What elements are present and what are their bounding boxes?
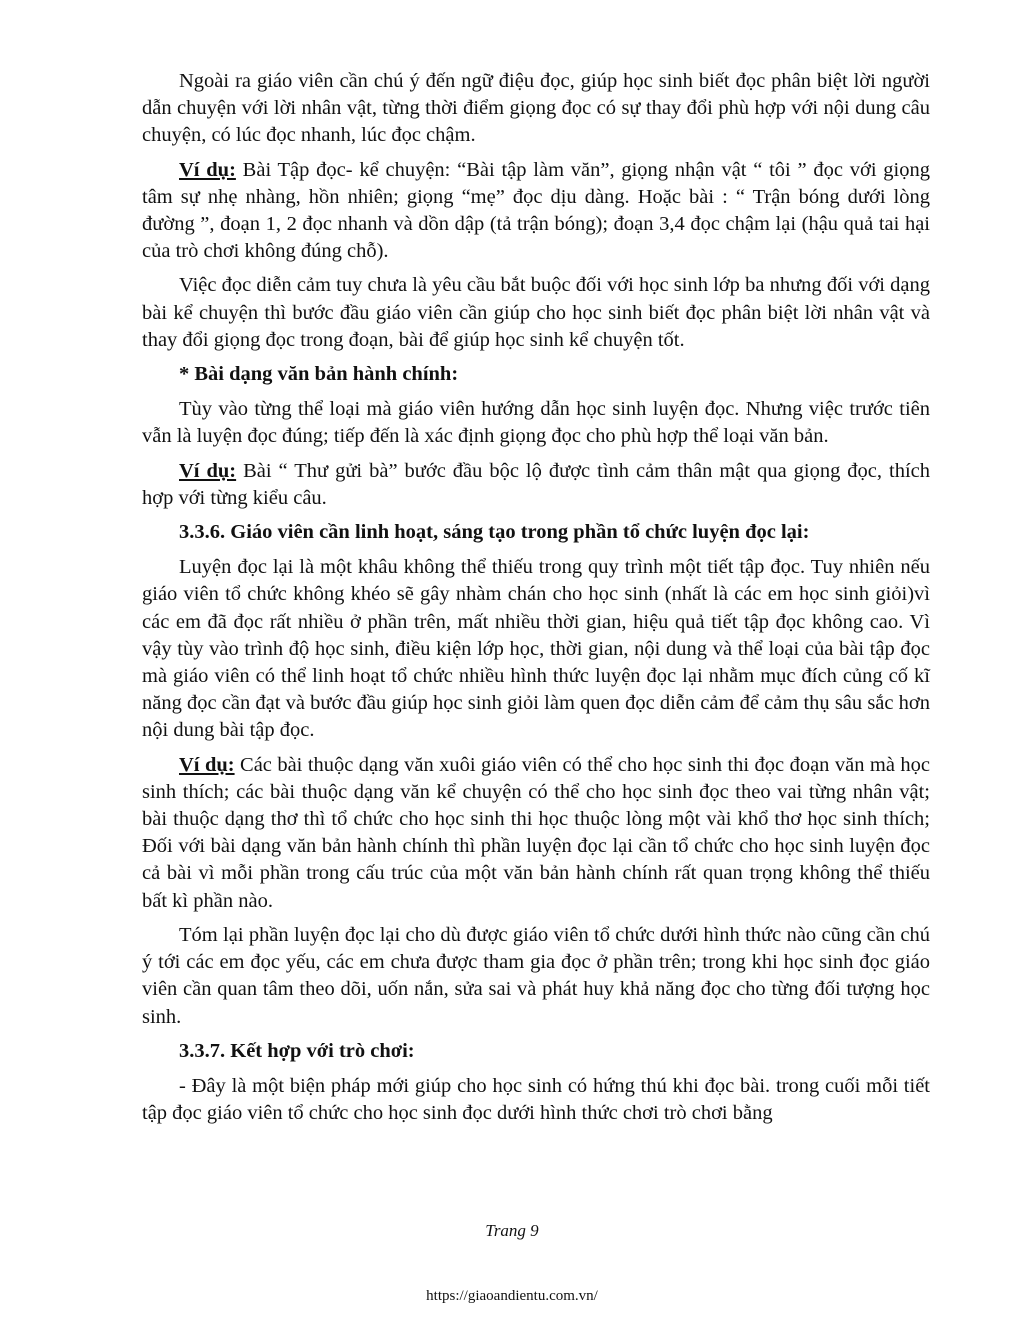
heading-section-3-3-7: 3.3.7. Kết hợp với trò chơi: — [179, 1039, 415, 1062]
paragraph-intonation: Ngoài ra giáo viên cần chú ý đến ngữ điệu đọc, giúp học sinh biết đọc phân biệt lời người dẫn chuyện với lời nhân vật, từng thời điểm giọng đọc có sự thay đổi phù hợp với nội dung câu chuyện, có lúc đọc nhanh, lúc đọc chậm. — [142, 70, 930, 147]
paragraph-example-1: Ví dụ: Bài Tập đọc- kể chuyện: “Bài tập làm văn”, giọng nhận vật “ tôi ” đọc với giọng tâm sự nhẹ nhàng, hồn nhiên; giọng “mẹ” đọc dịu dàng. Hoặc bài : “ Trận bóng dưới lòng đường ”, đoạn 1, 2 đọc nhanh và dồn dập (tả trận bóng); đoạn 3,4 đọc chậm lại (hậu quả tai hại của trò chơi không đúng chỗ). — [142, 158, 930, 263]
paragraph-example-2: Ví dụ: Bài “ Thư gửi bà” bước đầu bộc lộ được tình cảm thân mật qua giọng đọc, thích hợp với từng kiểu câu. — [142, 459, 930, 509]
paragraph-reread-practice: Luyện đọc lại là một khâu không thể thiếu trong quy trình một tiết tập đọc. Tuy nhiên nếu giáo viên tổ chức không khéo sẽ gây nhàm chán cho học sinh (nhất là các em học sinh giỏi)vì các em đã đọc rất nhiều ở phần trên, mất nhiều thời gian, hiệu quả tiết tập đọc không cao. Vì vậy tùy vào trình độ học sinh, điều kiện lớp học, thời gian, nội dung và thể loại của bài tập đọc mà giáo viên có thể linh hoạt tổ chức nhiều hình thức luyện đọc lại nhằm mục đích củng cố kĩ năng đọc cần đạt và bước đầu giúp học sinh giỏi làm quen đọc diễn cảm để cảm thụ sâu sắc hơn nội dung bài tập đọc. — [142, 556, 930, 742]
heading-administrative-text: * Bài dạng văn bản hành chính: — [179, 363, 459, 386]
document-body — [142, 68, 930, 1134]
paragraph-example-3: Ví dụ: Các bài thuộc dạng văn xuôi giáo viên có thể cho học sinh thi đọc đoạn văn mà học sinh thích; các bài thuộc dạng văn kể chuyện có thể cho học sinh đọc theo vai từng nhân vật; bài thuộc dạng thơ thì tổ chức cho học sinh thi học thuộc lòng một vài khổ thơ học sinh thích; Đối với bài dạng văn bản hành chính thì phần luyện đọc lại cần tổ chức cho học sinh luyện đọc cả bài vì mỗi phần trong cấu trúc của một văn bản hành chính rất quan trọng không thể thiếu bất kì phần nào. — [142, 753, 930, 912]
paragraph-expressive-reading: Việc đọc diễn cảm tuy chưa là yêu cầu bắt buộc đối với học sinh lớp ba nhưng đối với dạng bài kể chuyện thì bước đầu giáo viên cần giúp cho học sinh biết đọc phân biệt lời nhân vật và thay đổi giọng đọc trong đoạn, bài để giúp học sinh kể chuyện tốt. — [142, 274, 930, 351]
example-label: Ví dụ: — [179, 753, 235, 776]
heading-section-3-3-6: 3.3.6. Giáo viên cần linh hoạt, sáng tạo trong phần tổ chức luyện đọc lại: — [179, 521, 810, 544]
paragraph-summary: Tóm lại phần luyện đọc lại cho dù được giáo viên tổ chức dưới hình thức nào cũng cần chú ý tới các em đọc yếu, các em chưa được tham gia đọc ở phần trên; trong khi học sinh đọc giáo viên cần quan tâm theo dõi, uốn nắn, sửa sai và phát huy khả năng đọc cho từng đối tượng học sinh. — [142, 923, 930, 1028]
paragraph-genre-guidance: Tùy vào từng thể loại mà giáo viên hướng dẫn học sinh luyện đọc. Nhưng việc trước tiên vẫn là luyện đọc đúng; tiếp đến là xác định giọng đọc cho phù hợp thể loại văn bản. — [142, 398, 930, 448]
example-label: Ví dụ: — [179, 158, 236, 181]
footer-url: https://giaoandientu.com.vn/ — [426, 1288, 598, 1304]
page-number: Trang 9 — [485, 1221, 539, 1240]
example-label: Ví dụ: — [179, 459, 237, 482]
paragraph-games: - Đây là một biện pháp mới giúp cho học sinh có hứng thú khi đọc bài. trong cuối mỗi tiết tập đọc giáo viên tổ chức cho học sinh đọc dưới hình thức chơi trò chơi bằng — [142, 1074, 930, 1125]
